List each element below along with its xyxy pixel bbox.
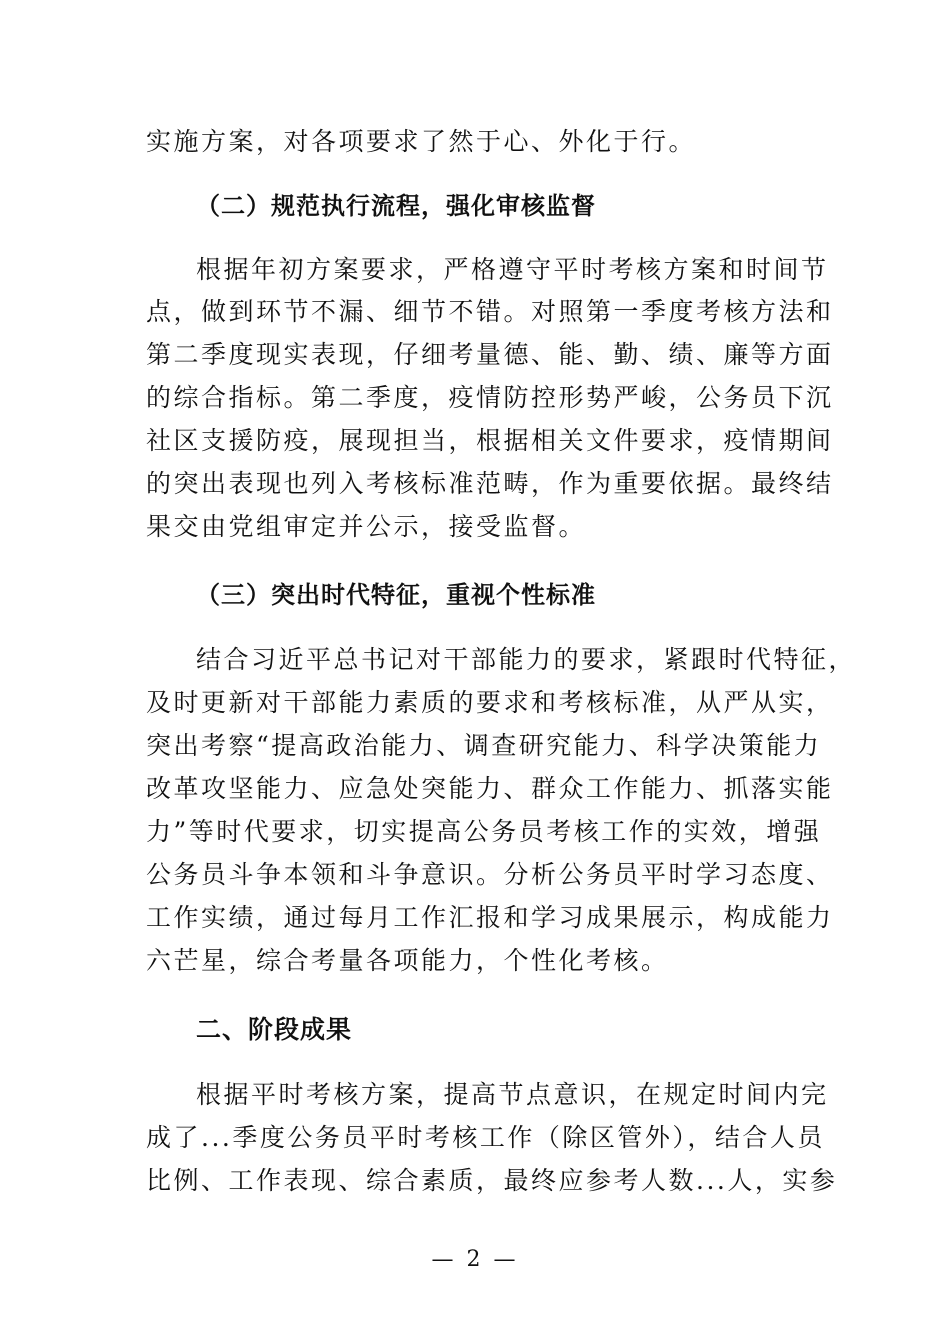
body-text-line: 力”等时代要求，切实提高公务员考核工作的实效，增强 — [146, 817, 822, 846]
body-text-line: 根据平时考核方案，提高节点意识，在规定时间内完 — [196, 1080, 829, 1109]
body-text-line: 结合习近平总书记对干部能力的要求，紧跟时代特征， — [196, 645, 857, 674]
page-number: — 2 — — [431, 1247, 519, 1272]
body-text-line: 果交由党组审定并公示，接受监督。 — [146, 512, 587, 541]
body-text-line: 成了...季度公务员平时考核工作（除区管外），结合人员 — [146, 1123, 825, 1152]
body-text-line: 比例、工作表现、综合素质，最终应参考人数...人，实参 — [146, 1166, 838, 1195]
body-text-line: 第二季度现实表现，仔细考量德、能、勤、绩、廉等方面 — [146, 340, 834, 369]
section-heading-2: （二）规范执行流程，强化审核监督 — [196, 192, 596, 220]
part-heading: 二、阶段成果 — [196, 1015, 353, 1044]
body-text-line: 及时更新对干部能力素质的要求和考核标准，从严从实， — [146, 688, 834, 717]
body-text-line: 突出考察“提高政治能力、调查研究能力、科学决策能力 — [146, 731, 822, 760]
body-text-line: 的综合指标。第二季度，疫情防控形势严峻，公务员下沉 — [146, 383, 834, 412]
body-text-line: 工作实绩，通过每月工作汇报和学习成果展示，构成能力 — [146, 903, 834, 932]
body-text-line: 实施方案，对各项要求了然于心、外化于行。 — [146, 127, 697, 156]
section-heading-3: （三）突出时代特征，重视个性标准 — [196, 581, 596, 609]
body-text-line: 公务员斗争本领和斗争意识。分析公务员平时学习态度、 — [146, 860, 834, 889]
body-text-line: 改革攻坚能力、应急处突能力、群众工作能力、抓落实能 — [146, 774, 834, 803]
body-text-line: 点，做到环节不漏、细节不错。对照第一季度考核方法和 — [146, 297, 834, 326]
body-text-line: 的突出表现也列入考核标准范畴，作为重要依据。最终结 — [146, 469, 834, 498]
body-text-line: 社区支援防疫，展现担当，根据相关文件要求，疫情期间 — [146, 426, 834, 455]
body-text-line: 六芒星，综合考量各项能力，个性化考核。 — [146, 946, 669, 975]
body-text-line: 根据年初方案要求，严格遵守平时考核方案和时间节 — [196, 255, 829, 284]
